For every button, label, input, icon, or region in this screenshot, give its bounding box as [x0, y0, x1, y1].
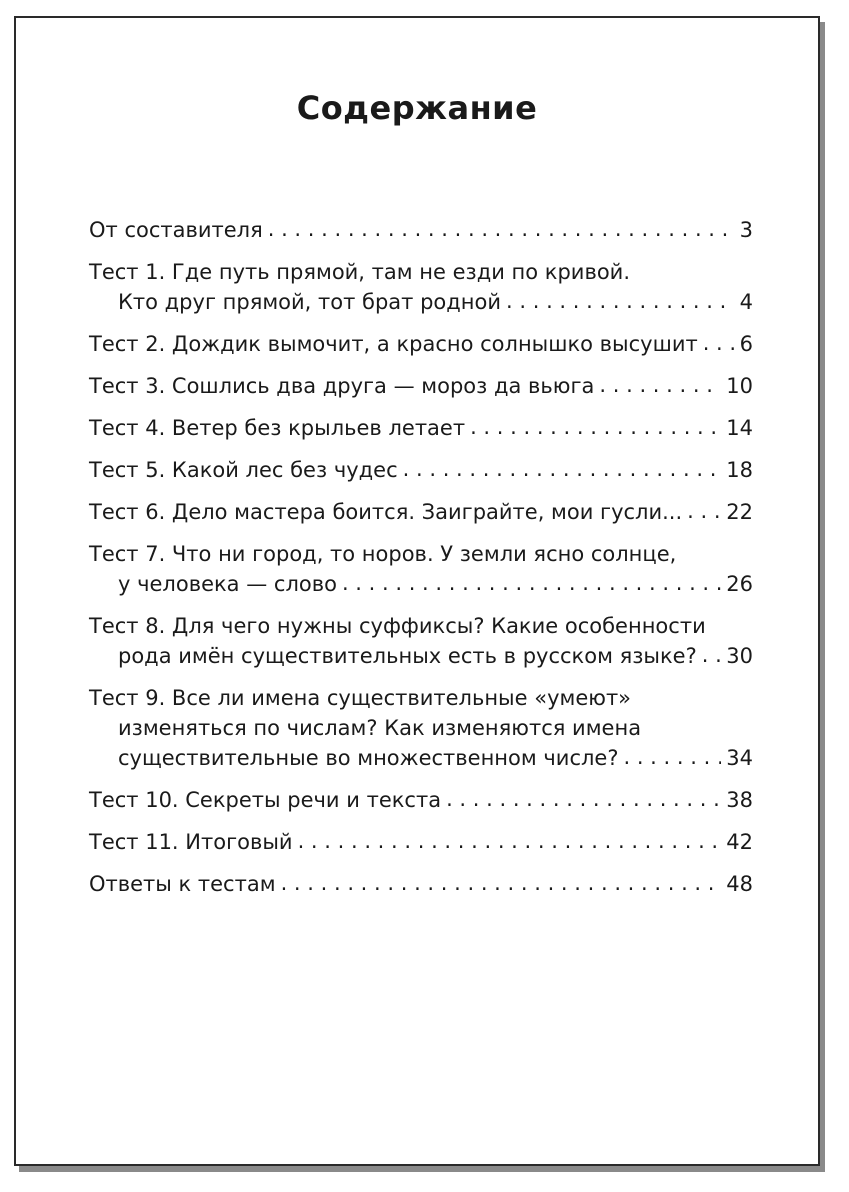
toc-entry[interactable] — [89, 257, 753, 317]
toc-page-number: 18 — [726, 458, 753, 482]
toc-entry-title: Тест 4. Ветер без крыльев летает — [89, 416, 466, 440]
toc-leader-dots — [342, 568, 721, 598]
document-page — [14, 16, 820, 1166]
toc-leader-dots — [506, 286, 735, 316]
toc-page-number: 3 — [739, 218, 753, 242]
toc-entry[interactable] — [89, 611, 753, 671]
toc-entry-line — [89, 455, 753, 485]
toc-page-number: 48 — [726, 872, 753, 896]
toc-leader-dots — [268, 214, 735, 244]
toc-entry-title: у человека — слово — [118, 572, 337, 596]
toc-entry[interactable] — [89, 413, 753, 443]
toc-entry-line — [89, 869, 753, 899]
toc-entry[interactable] — [89, 455, 753, 485]
toc-page-number: 6 — [739, 332, 753, 356]
toc-page-number: 26 — [726, 572, 753, 596]
toc-entry-title: Тест 6. Дело мастера боится. Заиграйте, мои гусли... — [89, 500, 683, 524]
toc-entry[interactable] — [89, 215, 753, 245]
toc-entry-title: Тест 5. Какой лес без чудес — [89, 458, 398, 482]
toc-entry[interactable] — [89, 329, 753, 359]
toc-entry[interactable] — [89, 683, 753, 773]
toc-page-number: 38 — [726, 788, 753, 812]
toc-page-number: 42 — [726, 830, 753, 854]
toc-entry-title: Тест 10. Секреты речи и текста — [89, 788, 442, 812]
toc-entry[interactable] — [89, 827, 753, 857]
toc-leader-dots — [599, 370, 721, 400]
toc-entry-line — [89, 539, 753, 569]
toc-entry-title: Тест 7. Что ни город, то норов. У земли ясно солнце, — [89, 542, 677, 566]
toc-entry-title: Тест 1. Где путь прямой, там не езди по кривой. — [89, 260, 630, 284]
toc-entry-line — [89, 713, 753, 743]
toc-entry-line — [89, 329, 753, 359]
toc-page-number: 14 — [726, 416, 753, 440]
toc-entry-title: Ответы к тестам — [89, 872, 276, 896]
toc-entry[interactable] — [89, 497, 753, 527]
toc-leader-dots — [702, 640, 722, 670]
toc-entry-title: Тест 2. Дождик вымочит, а красно солнышко высушит — [89, 332, 698, 356]
toc-entry-title: Кто друг прямой, тот брат родной — [118, 290, 502, 314]
toc-leader-dots — [687, 496, 721, 526]
toc-page-number: 22 — [726, 500, 753, 524]
toc-leader-dots — [446, 784, 721, 814]
toc-entry-line — [89, 641, 753, 671]
toc-leader-dots — [403, 454, 722, 484]
table-of-contents — [89, 215, 753, 899]
toc-entry-line — [89, 497, 753, 527]
toc-entry-line — [89, 683, 753, 713]
toc-entry-title: От составителя — [89, 218, 263, 242]
page-title: Содержание — [296, 89, 538, 127]
toc-entry-line — [89, 287, 753, 317]
toc-page-number: 4 — [739, 290, 753, 314]
toc-leader-dots — [703, 328, 735, 358]
toc-entry-title: Тест 9. Все ли имена существительные «умеют» — [89, 686, 632, 710]
toc-entry-line — [89, 611, 753, 641]
toc-page-number: 10 — [726, 374, 753, 398]
toc-entry-title: Тест 8. Для чего нужны суффиксы? Какие особенности — [89, 614, 706, 638]
toc-entry-title: Тест 11. Итоговый — [89, 830, 293, 854]
toc-entry[interactable] — [89, 371, 753, 401]
toc-entry-line — [89, 371, 753, 401]
toc-entry-line — [89, 257, 753, 287]
toc-entry-line — [89, 785, 753, 815]
toc-entry-line — [89, 569, 753, 599]
toc-entry[interactable] — [89, 869, 753, 899]
toc-leader-dots — [623, 742, 721, 772]
toc-entry-title: рода имён существительных есть в русском языке? — [118, 644, 697, 668]
toc-entry-line — [89, 827, 753, 857]
toc-entry-line — [89, 743, 753, 773]
toc-entry-title: изменяться по числам? Как изменяются имена — [118, 716, 642, 740]
toc-leader-dots — [470, 412, 721, 442]
toc-entry[interactable] — [89, 785, 753, 815]
toc-page-number: 30 — [726, 644, 753, 668]
toc-entry-title: существительные во множественном числе? — [118, 746, 619, 770]
toc-leader-dots — [298, 826, 722, 856]
toc-page-number: 34 — [726, 746, 753, 770]
toc-entry[interactable] — [89, 539, 753, 599]
toc-leader-dots — [281, 868, 722, 898]
toc-entry-title: Тест 3. Сошлись два друга — мороз да вьюга — [89, 374, 595, 398]
toc-entry-line — [89, 413, 753, 443]
toc-entry-line — [89, 215, 753, 245]
